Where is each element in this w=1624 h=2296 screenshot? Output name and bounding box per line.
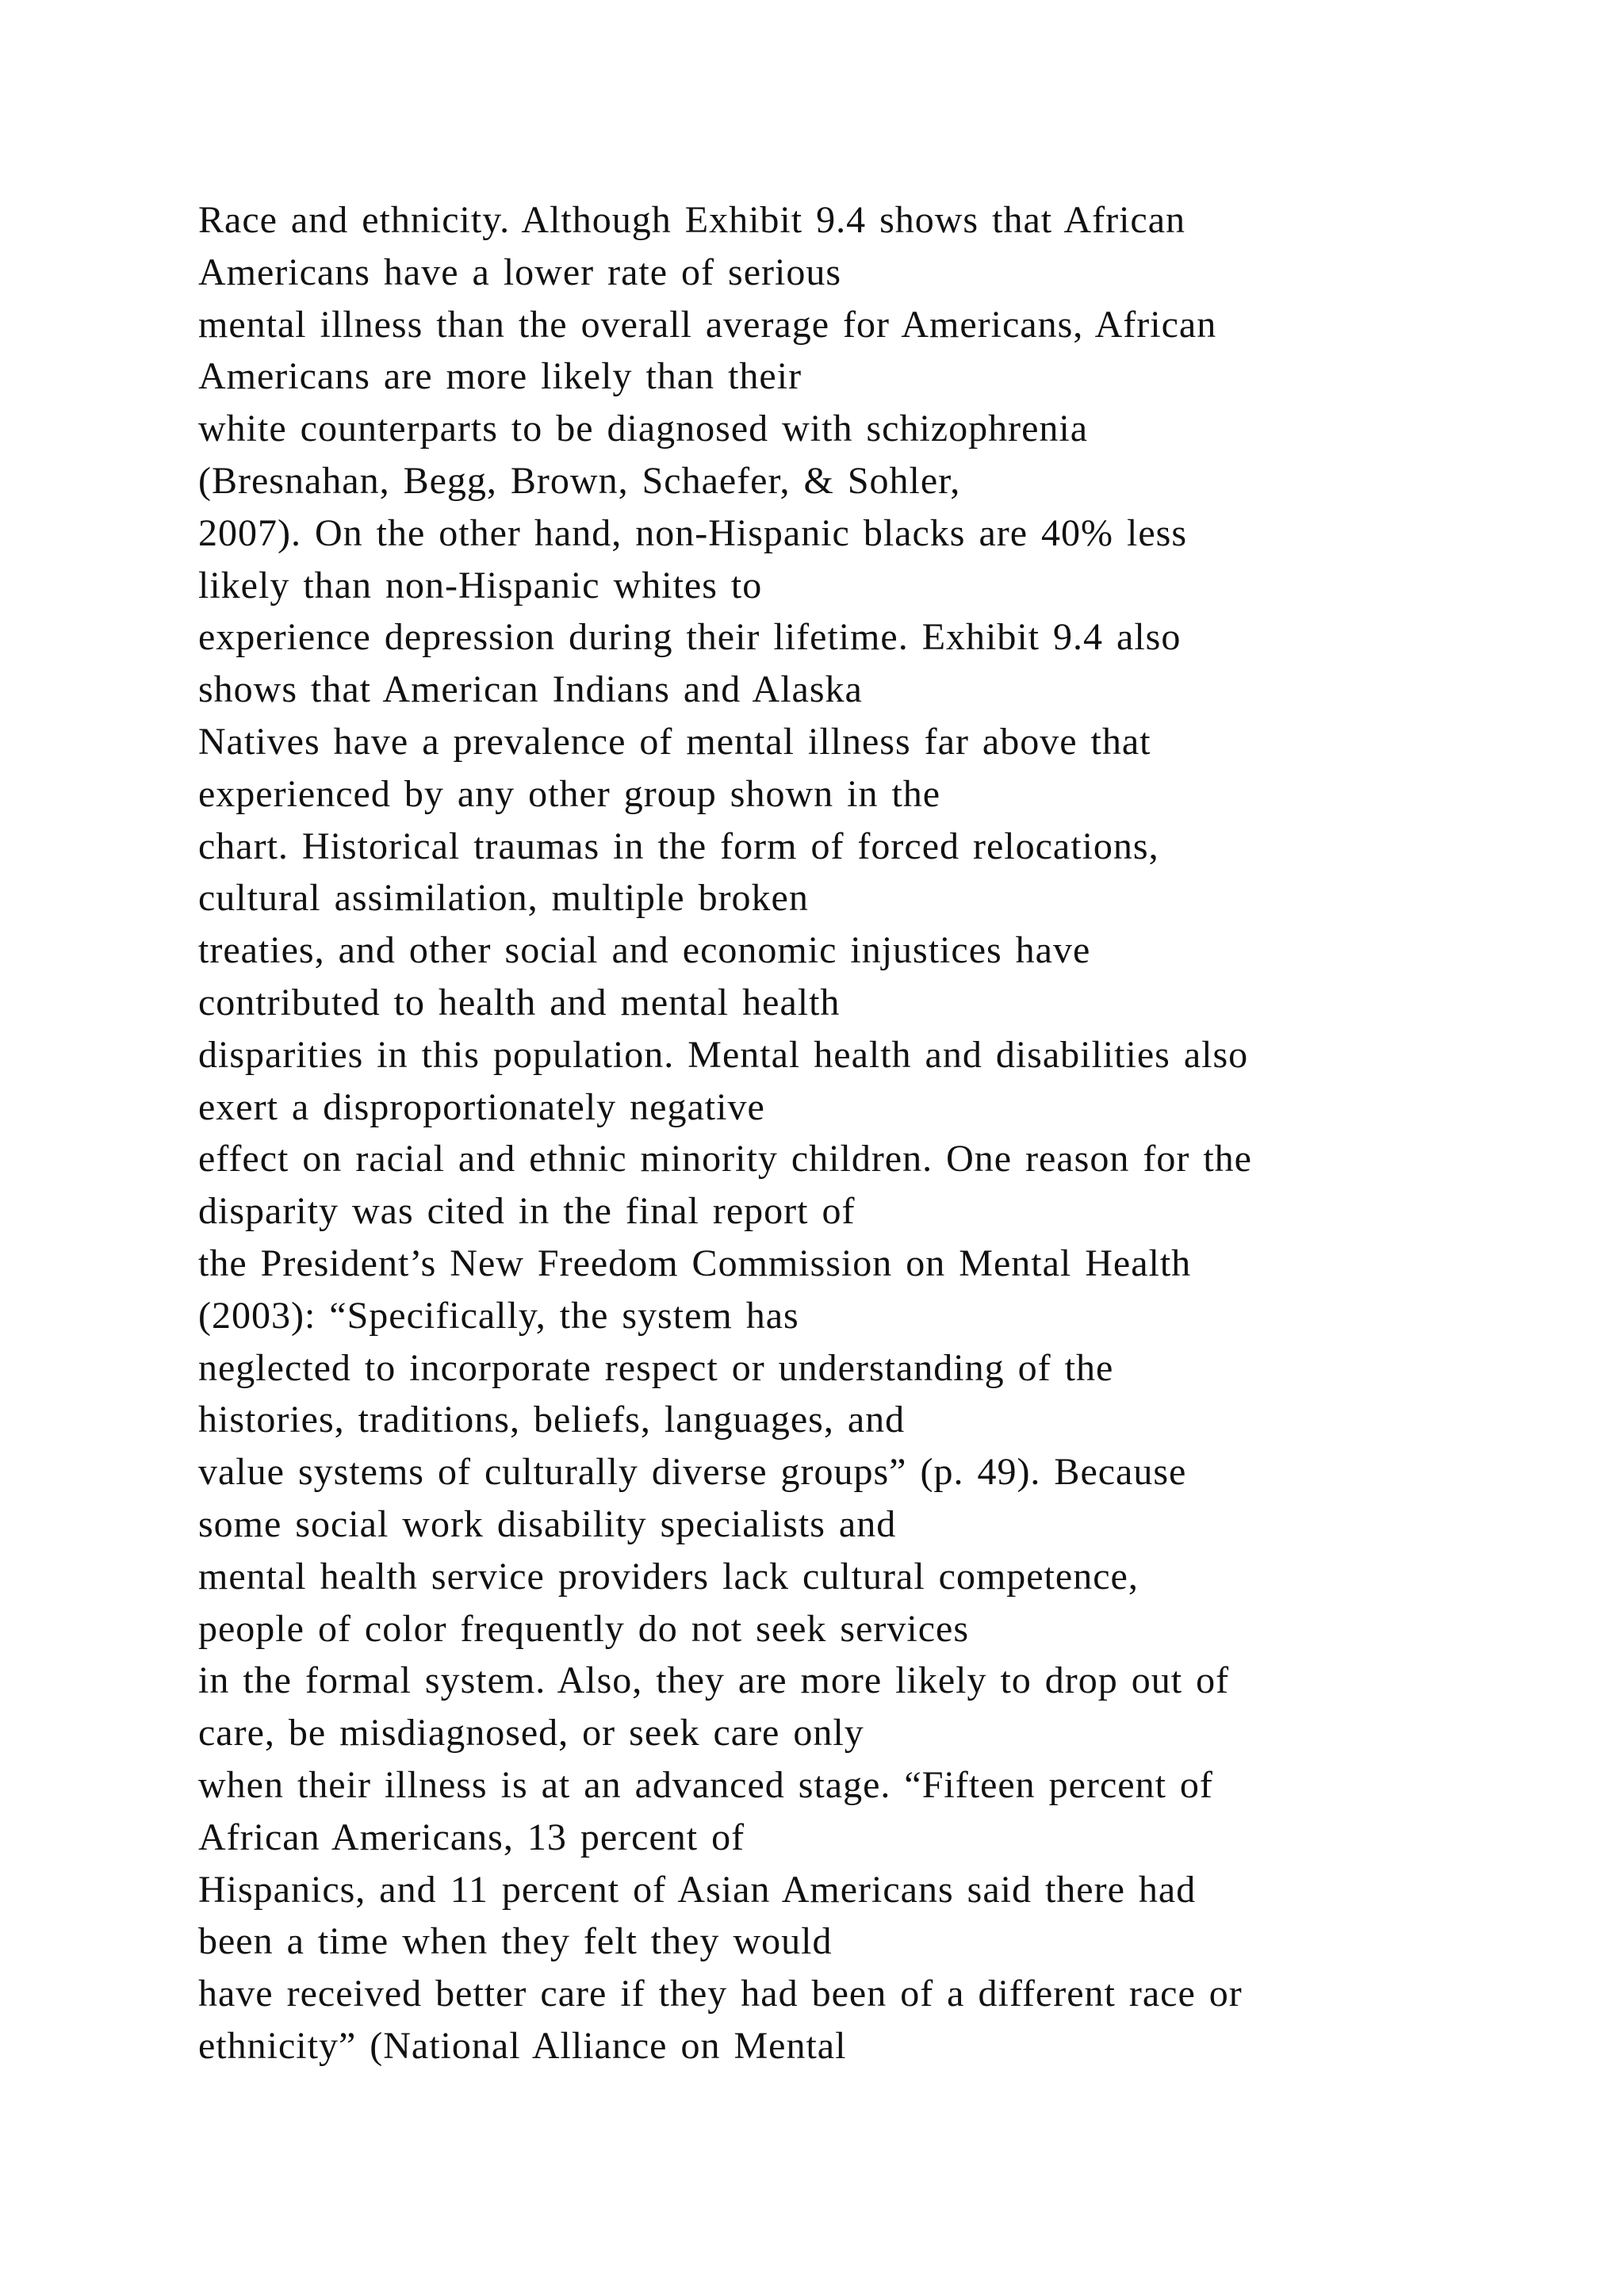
text-line: disparities in this population. Mental health and disabilities also: [198, 1033, 1249, 1076]
text-line: in the formal system. Also, they are more likely to drop out of: [198, 1659, 1230, 1702]
text-line: shows that American Indians and Alaska: [198, 668, 863, 711]
text-line: exert a disproportionately negative: [198, 1085, 765, 1128]
text-line: Race and ethnicity. Although Exhibit 9.4 shows that African: [198, 199, 1186, 241]
text-line: Americans are more likely than their: [198, 355, 802, 398]
text-line: (Bresnahan, Begg, Brown, Schaefer, & Sohler,: [198, 459, 961, 502]
text-line: value systems of culturally diverse groups” (p. 49). Because: [198, 1451, 1187, 1494]
text-line: Americans have a lower rate of serious: [198, 251, 842, 293]
text-line: some social work disability specialists and: [198, 1502, 897, 1545]
text-line: disparity was cited in the final report of: [198, 1190, 856, 1233]
text-line: experienced by any other group shown in the: [198, 772, 941, 815]
text-line: Hispanics, and 11 percent of Asian Americans said there had: [198, 1868, 1197, 1911]
text-line: neglected to incorporate respect or understanding of the: [198, 1346, 1114, 1389]
text-line: white counterparts to be diagnosed with schizophrenia: [198, 408, 1089, 450]
text-line: chart. Historical traumas in the form of forced relocations,: [198, 825, 1159, 867]
text-line: experience depression during their lifetime. Exhibit 9.4 also: [198, 616, 1182, 659]
text-line: (2003): “Specifically, the system has: [198, 1294, 799, 1337]
text-line: when their illness is at an advanced stage. “Fifteen percent of: [198, 1763, 1213, 1806]
text-line: been a time when they felt they would: [198, 1920, 833, 1963]
text-line: contributed to health and mental health: [198, 981, 841, 1024]
body-text: [198, 194, 1546, 2072]
text-line: care, be misdiagnosed, or seek care only: [198, 1712, 864, 1755]
text-line: likely than non-Hispanic whites to: [198, 564, 763, 607]
text-line: mental illness than the overall average for Americans, African: [198, 303, 1217, 346]
text-line: the President’s New Freedom Commission on Mental Health: [198, 1242, 1192, 1284]
text-line: histories, traditions, beliefs, languages, and: [198, 1399, 906, 1441]
text-line: Natives have a prevalence of mental illness far above that: [198, 720, 1151, 763]
text-line: African Americans, 13 percent of: [198, 1816, 745, 1858]
text-line: 2007). On the other hand, non-Hispanic blacks are 40% less: [198, 511, 1188, 554]
text-line: effect on racial and ethnic minority children. One reason for the: [198, 1138, 1252, 1181]
text-line: cultural assimilation, multiple broken: [198, 877, 809, 920]
text-line: mental health service providers lack cultural competence,: [198, 1555, 1139, 1598]
text-line: people of color frequently do not seek services: [198, 1607, 970, 1650]
text-line: treaties, and other social and economic injustices have: [198, 929, 1091, 972]
text-line: ethnicity” (National Alliance on Mental: [198, 2024, 847, 2067]
text-line: have received better care if they had been of a different race or: [198, 1973, 1243, 2015]
